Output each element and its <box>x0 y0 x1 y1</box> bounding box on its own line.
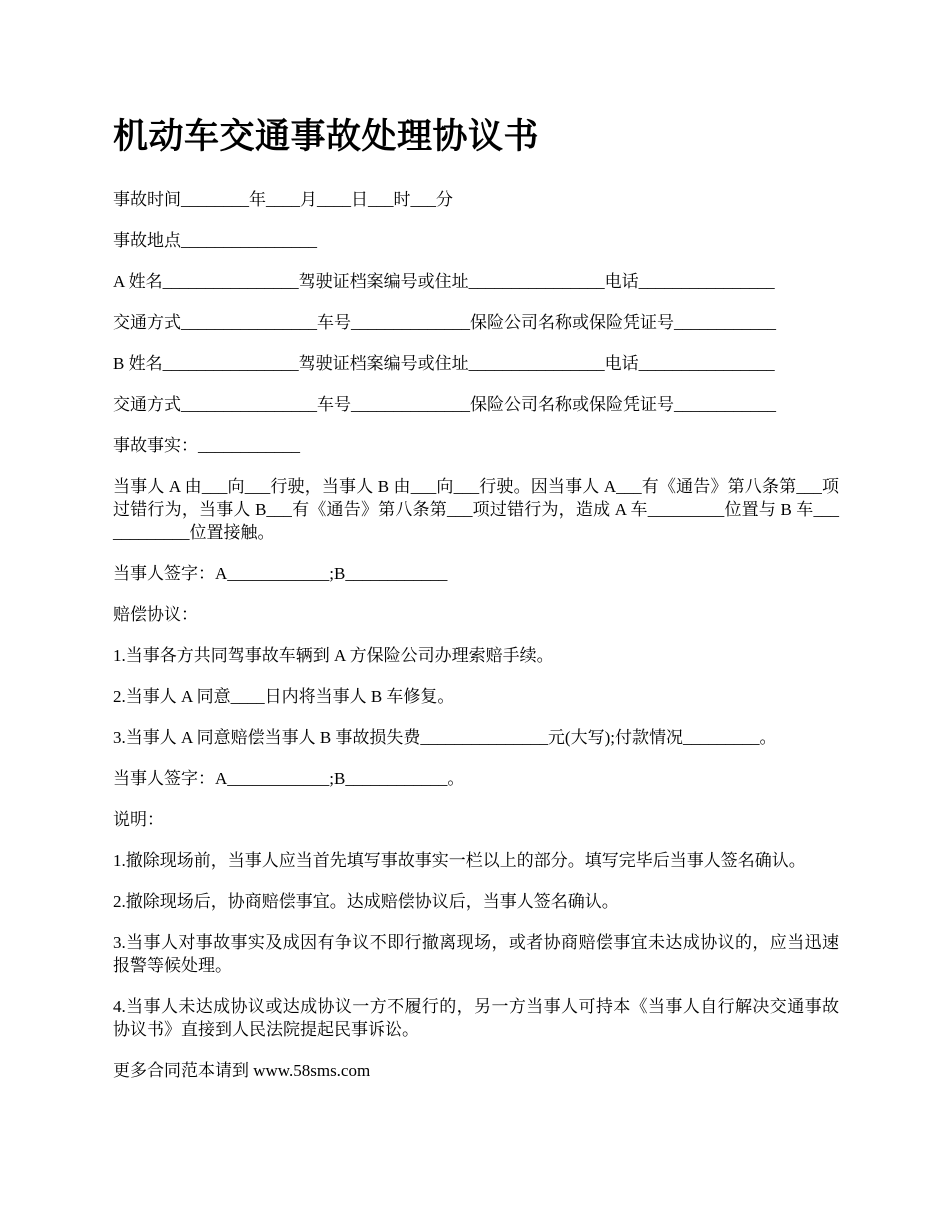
accident-time-line: 事故时间________年____月____日___时___分 <box>113 190 453 209</box>
accident-location-line: 事故地点________________ <box>113 231 317 250</box>
footer-link-text: 更多合同范本请到 www.58sms.com <box>113 1061 371 1080</box>
party-a-info-line: A 姓名________________驾驶证档案编号或住址________________电话________________ <box>113 272 775 291</box>
compensation-item-1: 1.当事各方共同驾事故车辆到 A 方保险公司办理索赔手续。 <box>113 646 554 665</box>
note-item-4: 4.当事人未达成协议或达成协议一方不履行的，另一方当事人可持本《当事人自行解决交通事故协议书》直接到人民法院提起民事诉讼。 <box>113 997 839 1039</box>
notes-heading: 说明： <box>113 810 164 829</box>
compensation-heading: 赔偿协议： <box>113 605 198 624</box>
note-item-3: 3.当事人对事故事实及成因有争议不即行撤离现场，或者协商赔偿事宜未达成协议的，应当迅速报警等候处理。 <box>113 933 839 975</box>
party-b-info-line: B 姓名________________驾驶证档案编号或住址________________电话________________ <box>113 354 775 373</box>
signature-line-1: 当事人签字：A____________;B____________ <box>113 564 448 583</box>
note-item-1: 1.撤除现场前，当事人应当首先填写事故事实一栏以上的部分。填写完毕后当事人签名确认。 <box>113 851 806 870</box>
note-item-2: 2.撤除现场后，协商赔偿事宜。达成赔偿协议后，当事人签名确认。 <box>113 892 619 911</box>
document-title: 机动车交通事故处理协议书 <box>113 117 540 156</box>
compensation-item-2: 2.当事人 A 同意____日内将当事人 B 车修复。 <box>113 687 455 706</box>
compensation-item-3: 3.当事人 A 同意赔偿当事人 B 事故损失费_______________元(大写);付款情况_________。 <box>113 728 777 747</box>
signature-line-2: 当事人签字：A____________;B____________。 <box>113 769 465 788</box>
document-page <box>113 112 839 1100</box>
accident-facts-heading: 事故事实：____________ <box>113 436 300 455</box>
party-b-vehicle-line: 交通方式________________车号______________保险公司名称或保险凭证号____________ <box>113 395 776 414</box>
accident-facts-paragraph: 当事人 A 由___向___行驶，当事人 B 由___向___行驶。因当事人 A___有《通告》第八条第___项过错行为，当事人 B___有《通告》第八条第___项过错行为，造成 A 车_________位置与 B 车____________位置接触。 <box>113 477 839 542</box>
party-a-vehicle-line: 交通方式________________车号______________保险公司名称或保险凭证号____________ <box>113 313 776 332</box>
